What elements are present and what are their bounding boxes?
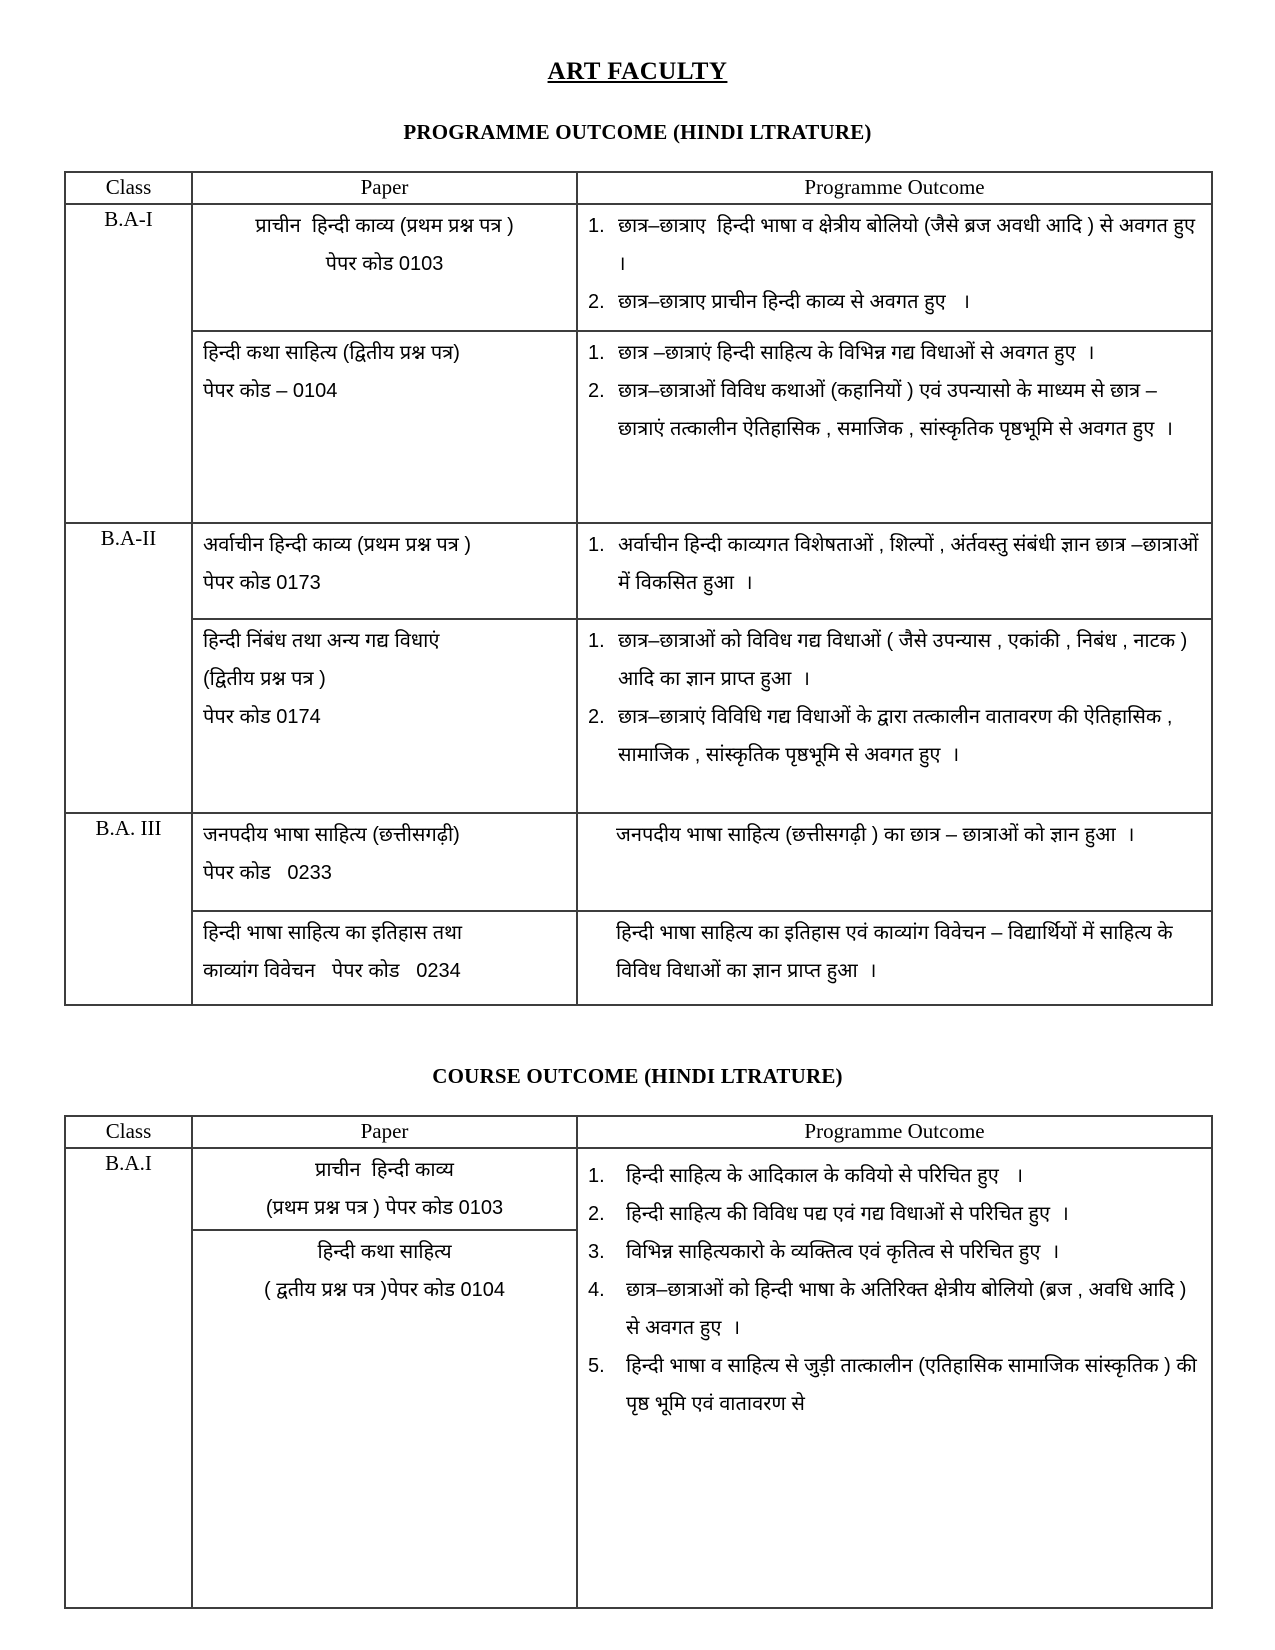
column-header-class: Class bbox=[65, 172, 192, 204]
outcome-text: छात्र –छात्राएं हिन्दी साहित्य के विभिन्न गद्य विधाओं से अवगत हुए । bbox=[618, 342, 1095, 364]
paper-cell bbox=[192, 204, 577, 331]
outcome-number: 1. bbox=[588, 534, 605, 556]
class-label-ba3: B.A. III bbox=[65, 813, 192, 1005]
paper-line: हिन्दी कथा साहित्य bbox=[317, 1241, 452, 1263]
paper-line: पेपर कोड – 0104 bbox=[203, 380, 338, 402]
outcome-number: 1. bbox=[588, 342, 605, 364]
paper-cell bbox=[192, 523, 577, 619]
column-header-outcome: Programme Outcome bbox=[577, 172, 1212, 204]
outcome-item bbox=[588, 1195, 1201, 1233]
class-label-ba2: B.A-II bbox=[65, 523, 192, 813]
paper-cell bbox=[192, 1230, 577, 1608]
paper-line: पेपर कोड 0174 bbox=[203, 706, 321, 728]
outcome-item bbox=[588, 698, 1201, 774]
outcome-text: छात्र–छात्राओं विविध कथाओं (कहानियों ) एवं उपन्यासो के माध्यम से छात्र –छात्राएं तत्कालीन ऐतिहासिक , समाजिक , सांस्कृतिक पृष्ठभूमि से अवगत हुए । bbox=[618, 380, 1173, 440]
class-label-bai: B.A.I bbox=[65, 1148, 192, 1608]
table-row bbox=[65, 1148, 1212, 1230]
paper-line: (प्रथम प्रश्न पत्र ) पेपर कोड 0103 bbox=[265, 1197, 504, 1219]
outcome-item bbox=[588, 1157, 1201, 1195]
column-header-paper: Paper bbox=[192, 1116, 577, 1148]
outcome-text: छात्र–छात्राएं विविधि गद्य विधाओं के द्वारा तत्कालीन वातावरण की ऐतिहासिक , सामाजिक , सांस्कृतिक पृष्ठभूमि से अवगत हुए । bbox=[618, 706, 1178, 766]
outcome-item bbox=[588, 283, 1201, 321]
column-header-outcome: Programme Outcome bbox=[577, 1116, 1212, 1148]
paper-line: प्राचीन हिन्दी काव्य bbox=[315, 1159, 454, 1181]
outcome-cell bbox=[577, 619, 1212, 813]
paper-line: प्राचीन हिन्दी काव्य (प्रथम प्रश्न पत्र ) bbox=[255, 215, 514, 237]
outcome-item bbox=[588, 334, 1201, 372]
outcome-number: 5. bbox=[588, 1355, 605, 1377]
class-label-ba1: B.A-I bbox=[65, 204, 192, 523]
outcome-item bbox=[588, 1347, 1201, 1423]
outcome-number: 1. bbox=[588, 630, 605, 652]
outcome-number: 4. bbox=[588, 1279, 605, 1301]
outcome-text: जनपदीय भाषा साहित्य (छत्तीसगढ़ी ) का छात्र – छात्राओं को ज्ञान हुआ । bbox=[616, 824, 1135, 846]
outcome-item bbox=[588, 526, 1204, 602]
document-title: ART FACULTY bbox=[547, 58, 728, 85]
outcome-cell bbox=[577, 1148, 1212, 1608]
outcome-text: हिन्दी साहित्य की विविध पद्य एवं गद्य विधाओं से परिचित हुए । bbox=[626, 1203, 1069, 1225]
outcome-number: 1. bbox=[588, 1165, 605, 1187]
outcome-text: छात्र–छात्राओं को विविध गद्य विधाओं ( जैसे उपन्यास , एकांकी , निबंध , नाटक ) आदि का ज्ञान प्राप्त हुआ । bbox=[618, 630, 1193, 690]
paper-line: हिन्दी कथा साहित्य (द्वितीय प्रश्न पत्र) bbox=[203, 342, 460, 364]
outcome-cell bbox=[577, 204, 1212, 331]
paper-cell bbox=[192, 1148, 577, 1230]
paper-line: जनपदीय भाषा साहित्य (छत्तीसगढ़ी) bbox=[203, 824, 460, 846]
section-gap bbox=[64, 1006, 1211, 1064]
outcome-cell bbox=[577, 813, 1212, 911]
paper-line: हिन्दी निंबंध तथा अन्य गद्य विधाएं bbox=[203, 630, 440, 652]
table-row bbox=[65, 911, 1212, 1005]
outcome-item bbox=[588, 372, 1201, 448]
outcome-item bbox=[588, 1271, 1201, 1347]
paper-line: (द्वितीय प्रश्न पत्र ) bbox=[203, 668, 326, 690]
outcome-number: 2. bbox=[588, 291, 605, 313]
outcome-text: विभिन्न साहित्यकारो के व्यक्तित्व एवं कृतित्व से परिचित हुए । bbox=[626, 1241, 1060, 1263]
column-header-class: Class bbox=[65, 1116, 192, 1148]
outcome-number: 2. bbox=[588, 706, 605, 728]
programme-outcome-table bbox=[64, 171, 1213, 1006]
paper-line: पेपर कोड 0233 bbox=[203, 862, 332, 884]
table-row bbox=[65, 813, 1212, 911]
outcome-cell bbox=[577, 523, 1212, 619]
outcome-text: हिन्दी भाषा व साहित्य से जुड़ी तात्कालीन (एतिहासिक सामाजिक सांस्कृतिक ) की पृष्ठ भूमि एवं वातावरण से bbox=[626, 1355, 1203, 1415]
table-header-row bbox=[65, 1116, 1212, 1148]
outcome-item bbox=[588, 622, 1201, 698]
paper-line: काव्यांग विवेचन पेपर कोड 0234 bbox=[203, 960, 461, 982]
section-heading-programme-outcome: PROGRAMME OUTCOME (HINDI LTRATURE) bbox=[403, 120, 872, 144]
table-row bbox=[65, 523, 1212, 619]
outcome-number: 3. bbox=[588, 1241, 605, 1263]
paper-line: हिन्दी भाषा साहित्य का इतिहास तथा bbox=[203, 922, 463, 944]
outcome-cell bbox=[577, 911, 1212, 1005]
paper-cell bbox=[192, 911, 577, 1005]
course-outcome-table bbox=[64, 1115, 1213, 1609]
paper-line: अर्वाचीन हिन्दी काव्य (प्रथम प्रश्न पत्र ) bbox=[203, 534, 472, 556]
paper-cell bbox=[192, 619, 577, 813]
outcome-text: अर्वाचीन हिन्दी काव्यगत विशेषताओं , शिल्पों , अंर्तवस्तु संबंधी ज्ञान छात्र –छात्राओं में विकसित हुआ । bbox=[618, 534, 1204, 594]
outcome-text: हिन्दी साहित्य के आदिकाल के कवियो से परिचित हुए । bbox=[626, 1165, 1024, 1187]
table-header-row bbox=[65, 172, 1212, 204]
outcome-text: छात्र–छात्राओं को हिन्दी भाषा के अतिरिक्त क्षेत्रीय बोलियो (ब्रज , अवधि आदि ) से अवगत हुए । bbox=[626, 1279, 1198, 1339]
outcome-cell bbox=[577, 331, 1212, 523]
outcome-item bbox=[588, 207, 1207, 283]
outcome-number: 2. bbox=[588, 380, 605, 402]
paper-cell bbox=[192, 813, 577, 911]
outcome-number: 2. bbox=[588, 1203, 605, 1225]
paper-line: पेपर कोड 0103 bbox=[325, 253, 444, 275]
outcome-text: हिन्दी भाषा साहित्य का इतिहास एवं काव्यांग विवेचन – विद्यार्थियों में साहित्य के विविध विधाओं का ज्ञान प्राप्त हुआ । bbox=[616, 922, 1179, 982]
table-row bbox=[65, 331, 1212, 523]
paper-line: पेपर कोड 0173 bbox=[203, 572, 321, 594]
column-header-paper: Paper bbox=[192, 172, 577, 204]
outcome-text: छात्र–छात्राए हिन्दी भाषा व क्षेत्रीय बोलियो (जैसे ब्रज अवधी आदि ) से अवगत हुए । bbox=[618, 215, 1207, 275]
outcome-number: 1. bbox=[588, 215, 605, 237]
outcome-item bbox=[588, 1233, 1201, 1271]
table-row bbox=[65, 619, 1212, 813]
table-row bbox=[65, 204, 1212, 331]
paper-cell bbox=[192, 331, 577, 523]
outcome-text: छात्र–छात्राए प्राचीन हिन्दी काव्य से अवगत हुए । bbox=[618, 291, 970, 313]
paper-line: ( द्वतीय प्रश्न पत्र )पेपर कोड 0104 bbox=[264, 1279, 505, 1301]
section-heading-course-outcome: COURSE OUTCOME (HINDI LTRATURE) bbox=[432, 1064, 843, 1088]
